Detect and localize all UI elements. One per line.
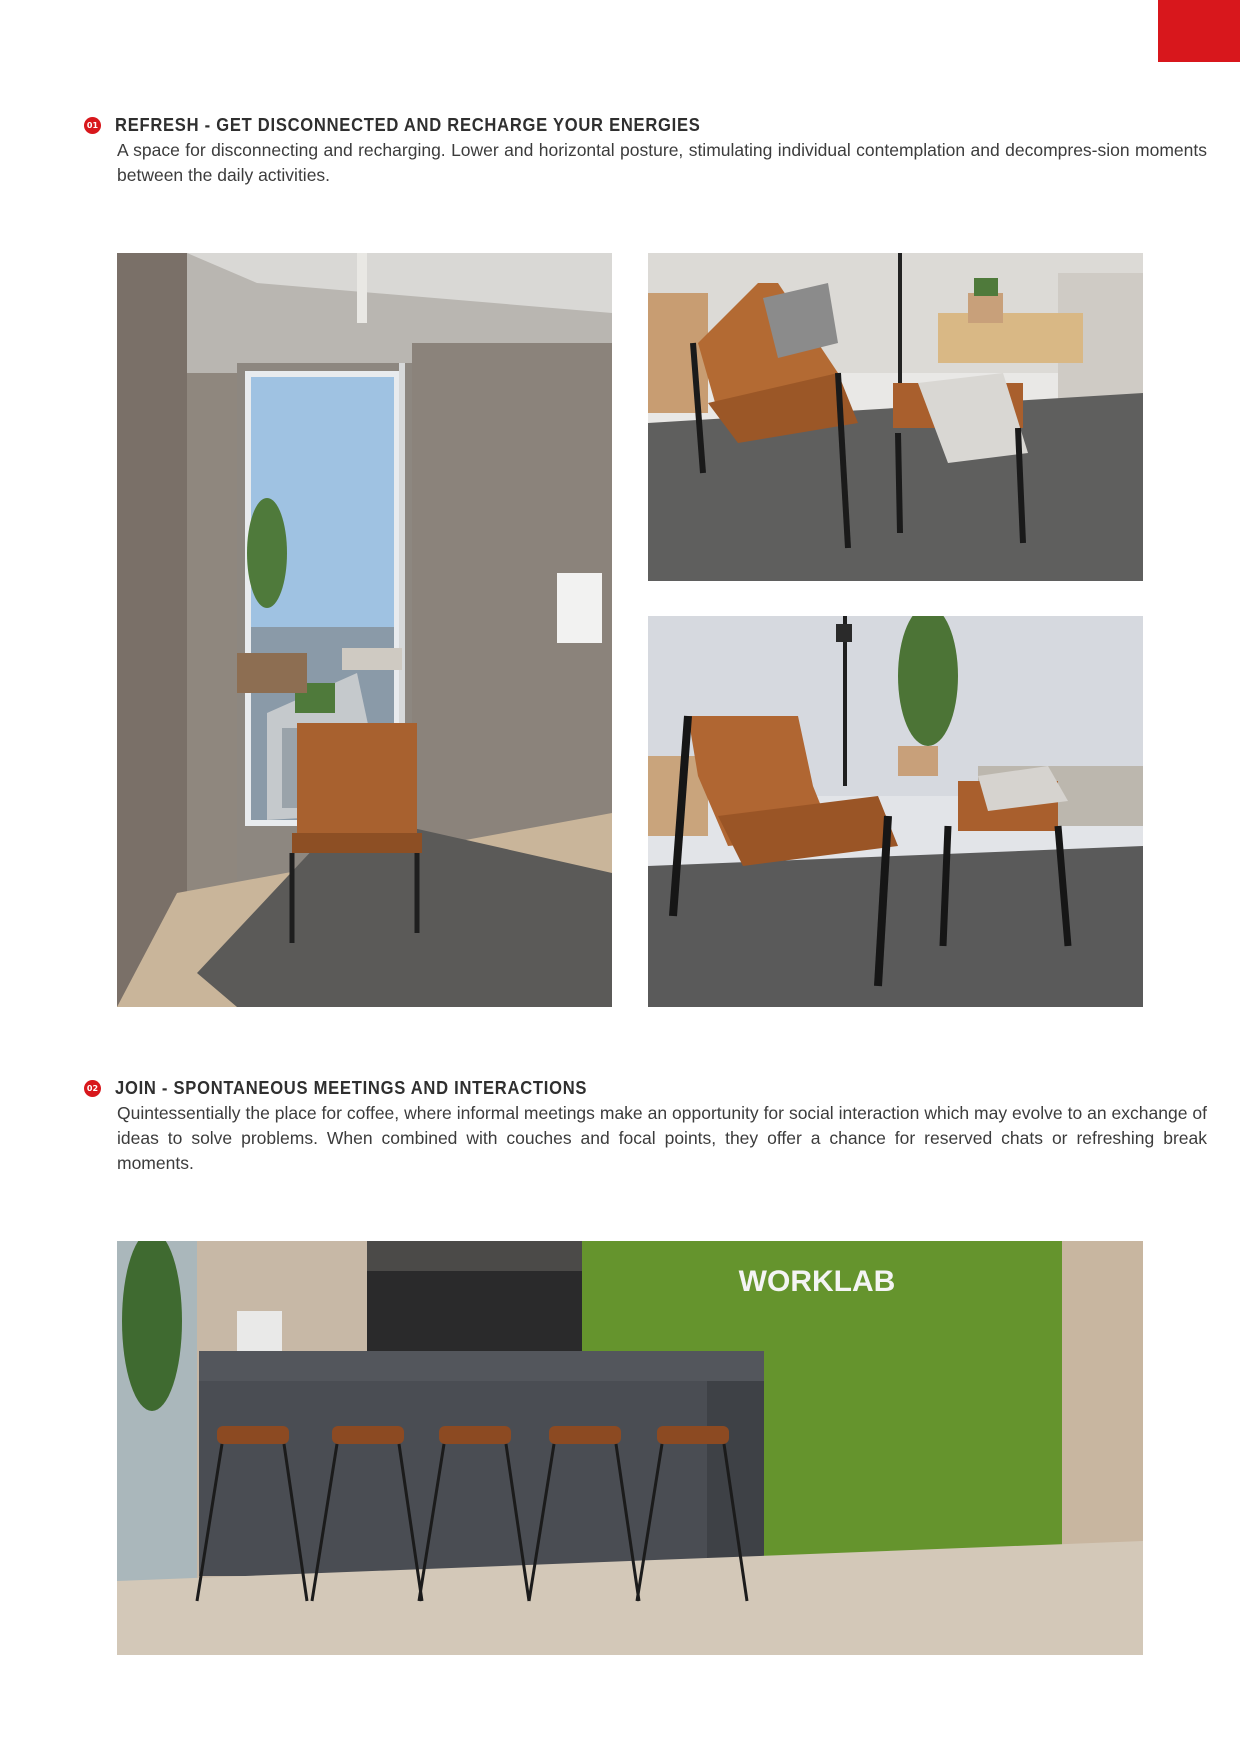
- photo-lounge-chair-front: [648, 616, 1143, 1007]
- section-title: JOIN - SPONTANEOUS MEETINGS AND INTERACTIONS: [115, 1078, 588, 1098]
- photo-coffee-bar: [117, 1241, 1143, 1655]
- photo-lounge-chair-top: [648, 253, 1143, 581]
- photo-window-lounge: [117, 253, 612, 1007]
- corner-tab: [1158, 0, 1240, 62]
- section-02-header: [84, 1078, 628, 1099]
- section-description: A space for disconnecting and recharging. Lower and horizontal posture, stimulating individual contemplation and decompres-sion moments between the daily activities.: [117, 140, 1207, 185]
- section-description: Quintessentially the place for coffee, where informal meetings make an opportunity for social interaction which may evolve to an exchange of ideas to solve problems. When combined with couches and focal points, they offer a chance for reserved chats or refreshing break moments.: [117, 1103, 1207, 1173]
- section-01-header: [84, 115, 751, 136]
- section-title: REFRESH - GET DISCONNECTED AND RECHARGE YOUR ENERGIES: [115, 115, 701, 135]
- section-number-badge: 02: [84, 1080, 101, 1097]
- worklab-sign: WORKLAB: [738, 1265, 896, 1298]
- section-number-badge: 01: [84, 117, 101, 134]
